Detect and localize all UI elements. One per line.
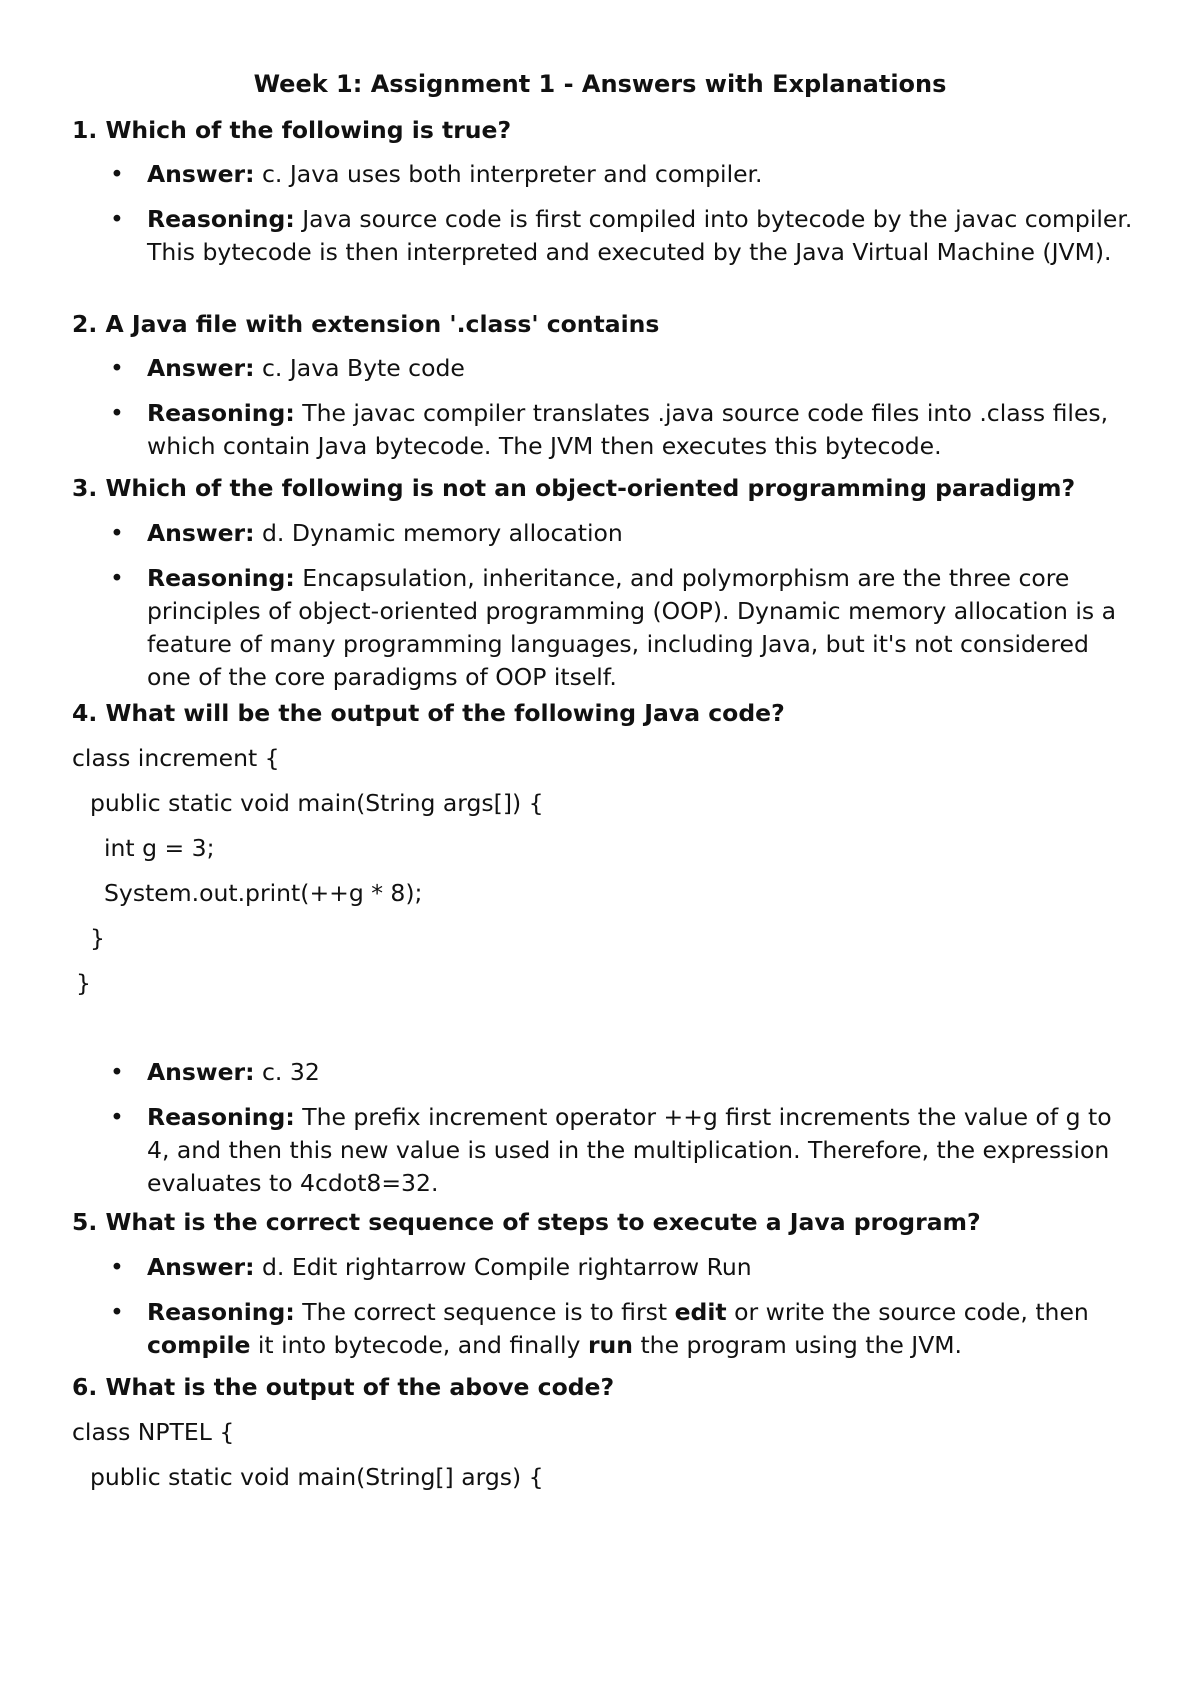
code-line: }	[90, 924, 105, 952]
bullet-icon: •	[110, 1253, 124, 1281]
answer-text: d. Dynamic memory allocation	[254, 519, 623, 547]
answer-label: Answer:	[147, 160, 255, 188]
bullet-icon: •	[110, 354, 124, 382]
bullet-icon: •	[110, 1058, 124, 1086]
bullet-icon: •	[110, 564, 124, 592]
answer-text: c. Java Byte code	[254, 354, 465, 382]
question-6-heading: 6. What is the output of the above code?	[72, 1373, 615, 1401]
page-title: Week 1: Assignment 1 - Answers with Explanations	[253, 70, 947, 98]
answer-label: Answer:	[147, 519, 255, 547]
question-3-reasoning	[147, 562, 1137, 694]
bullet-icon: •	[110, 1298, 124, 1326]
question-3-heading: 3. Which of the following is not an object-oriented programming paradigm?	[72, 474, 1076, 502]
code-line: public static void main(String[] args) {	[90, 1463, 544, 1491]
code-line: }	[76, 969, 91, 997]
code-line: class increment {	[72, 744, 280, 772]
question-5-heading: 5. What is the correct sequence of steps to execute a Java program?	[72, 1208, 981, 1236]
question-1-heading: 1. Which of the following is true?	[72, 116, 512, 144]
reasoning-text: The javac compiler translates .java source code files into .class files, which contain Java bytecode. The JVM then executes this bytecode.	[147, 399, 1109, 460]
question-4-reasoning	[147, 1101, 1137, 1200]
answer-label: Answer:	[147, 354, 255, 382]
question-2-reasoning	[147, 397, 1137, 463]
reasoning-text: Java source code is first compiled into bytecode by the javac compiler. This bytecode is then interpreted and executed by the Java Virtual Machine (JVM).	[147, 205, 1133, 266]
question-1-answer	[147, 158, 1137, 191]
reasoning-text: the program using the JVM.	[633, 1331, 963, 1359]
reasoning-label: Reasoning:	[147, 1298, 295, 1326]
reasoning-label: Reasoning:	[147, 205, 295, 233]
reasoning-text: Encapsulation, inheritance, and polymorphism are the three core principles of object-oriented programming (OOP). Dynamic memory allocation is a feature of many programming languages, including Java, but it's not considered one of the core paradigms of OOP itself.	[147, 564, 1117, 691]
reasoning-label: Reasoning:	[147, 1103, 295, 1131]
question-2-answer	[147, 352, 1137, 385]
reasoning-text: The prefix increment operator ++g first increments the value of g to 4, and then this new value is used in the multiplication. Therefore, the expression evaluates to 4cdot8=32.	[147, 1103, 1112, 1197]
answer-text: c. 32	[254, 1058, 320, 1086]
question-5-answer	[147, 1251, 1137, 1284]
question-4-heading: 4. What will be the output of the following Java code?	[72, 699, 785, 727]
answer-label: Answer:	[147, 1058, 255, 1086]
keyword-run: run	[587, 1331, 633, 1359]
code-line: class NPTEL {	[72, 1418, 235, 1446]
question-1-reasoning	[147, 203, 1137, 269]
reasoning-text: or write the source code, then	[726, 1298, 1089, 1326]
code-line: System.out.print(++g * 8);	[104, 879, 423, 907]
bullet-icon: •	[110, 1103, 124, 1131]
bullet-icon: •	[110, 205, 124, 233]
reasoning-text: it into bytecode, and finally	[250, 1331, 588, 1359]
bullet-icon: •	[110, 160, 124, 188]
answer-text: d. Edit rightarrow Compile rightarrow Run	[254, 1253, 752, 1281]
bullet-icon: •	[110, 519, 124, 547]
question-3-answer	[147, 517, 1137, 550]
question-5-reasoning	[147, 1296, 1137, 1362]
code-line: int g = 3;	[104, 834, 215, 862]
question-4-answer	[147, 1056, 1137, 1089]
keyword-edit: edit	[674, 1298, 727, 1326]
answer-text: c. Java uses both interpreter and compiler.	[254, 160, 763, 188]
reasoning-label: Reasoning:	[147, 399, 295, 427]
keyword-compile: compile	[147, 1331, 251, 1359]
answer-label: Answer:	[147, 1253, 255, 1281]
reasoning-text: The correct sequence is to first	[294, 1298, 675, 1326]
code-line: public static void main(String args[]) {	[90, 789, 544, 817]
question-2-heading: 2. A Java file with extension '.class' contains	[72, 310, 660, 338]
reasoning-label: Reasoning:	[147, 564, 295, 592]
bullet-icon: •	[110, 399, 124, 427]
